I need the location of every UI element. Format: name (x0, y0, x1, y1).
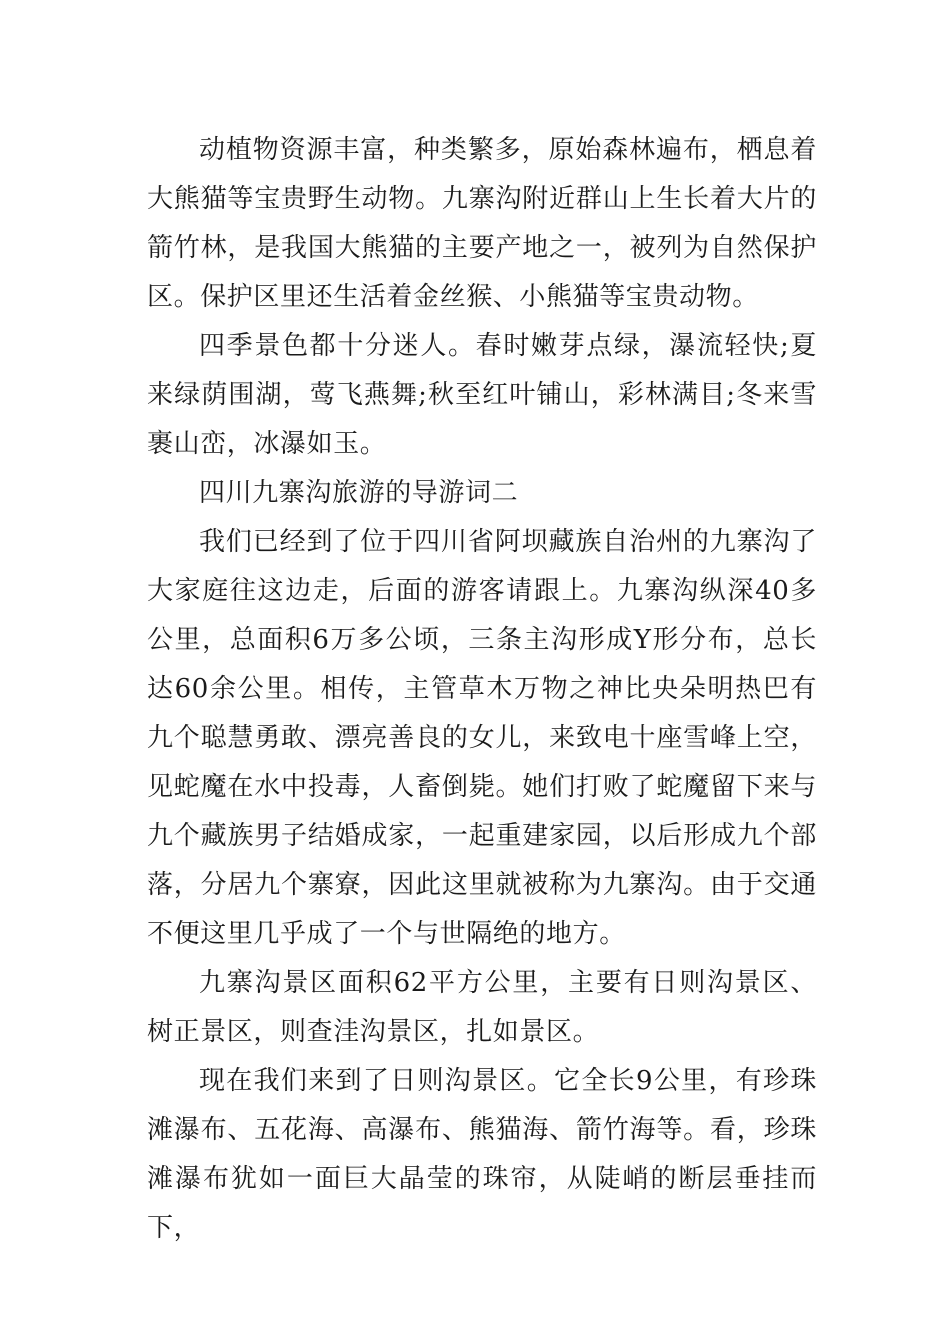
paragraph-rize-valley: 现在我们来到了日则沟景区。它全长9公里，有珍珠滩瀑布、五花海、高瀑布、熊猫海、箭竹海等。看，珍珠滩瀑布犹如一面巨大晶莹的珠帘，从陡峭的断层垂挂而下， (147, 1066, 817, 1243)
paragraph-seasons: 四季景色都十分迷人。春时嫩芽点绿，瀑流轻快;夏来绿荫围湖，莺飞燕舞;秋至红叶铺山，彩林满目;冬来雪裹山峦，冰瀑如玉。 (147, 331, 817, 459)
body-text (147, 126, 817, 1253)
paragraph-scenic-areas: 九寨沟景区面积62平方公里，主要有日则沟景区、树正景区，则查洼沟景区，扎如景区。 (147, 968, 817, 1047)
section-heading: 四川九寨沟旅游的导游词二 (199, 478, 519, 508)
paragraph-legend: 我们已经到了位于四川省阿坝藏族自治州的九寨沟了大家庭往这边走，后面的游客请跟上。九寨沟纵深40多公里，总面积6万多公顷，三条主沟形成Y形分布，总长达60余公里。相传，主管草木万物之神比央朵明热巴有九个聪慧勇敢、漂亮善良的女儿，来致电十座雪峰上空，见蛇魔在水中投毒，人畜倒毙。她们打败了蛇魔留下来与九个藏族男子结婚成家，一起重建家园，以后形成九个部落，分居九个寨寮，因此这里就被称为九寨沟。由于交通不便这里几乎成了一个与世隔绝的地方。 (147, 527, 817, 949)
paragraph-wildlife: 动植物资源丰富，种类繁多，原始森林遍布，栖息着大熊猫等宝贵野生动物。九寨沟附近群山上生长着大片的箭竹林，是我国大熊猫的主要产地之一，被列为自然保护区。保护区里还生活着金丝猴、小熊猫等宝贵动物。 (147, 135, 817, 312)
